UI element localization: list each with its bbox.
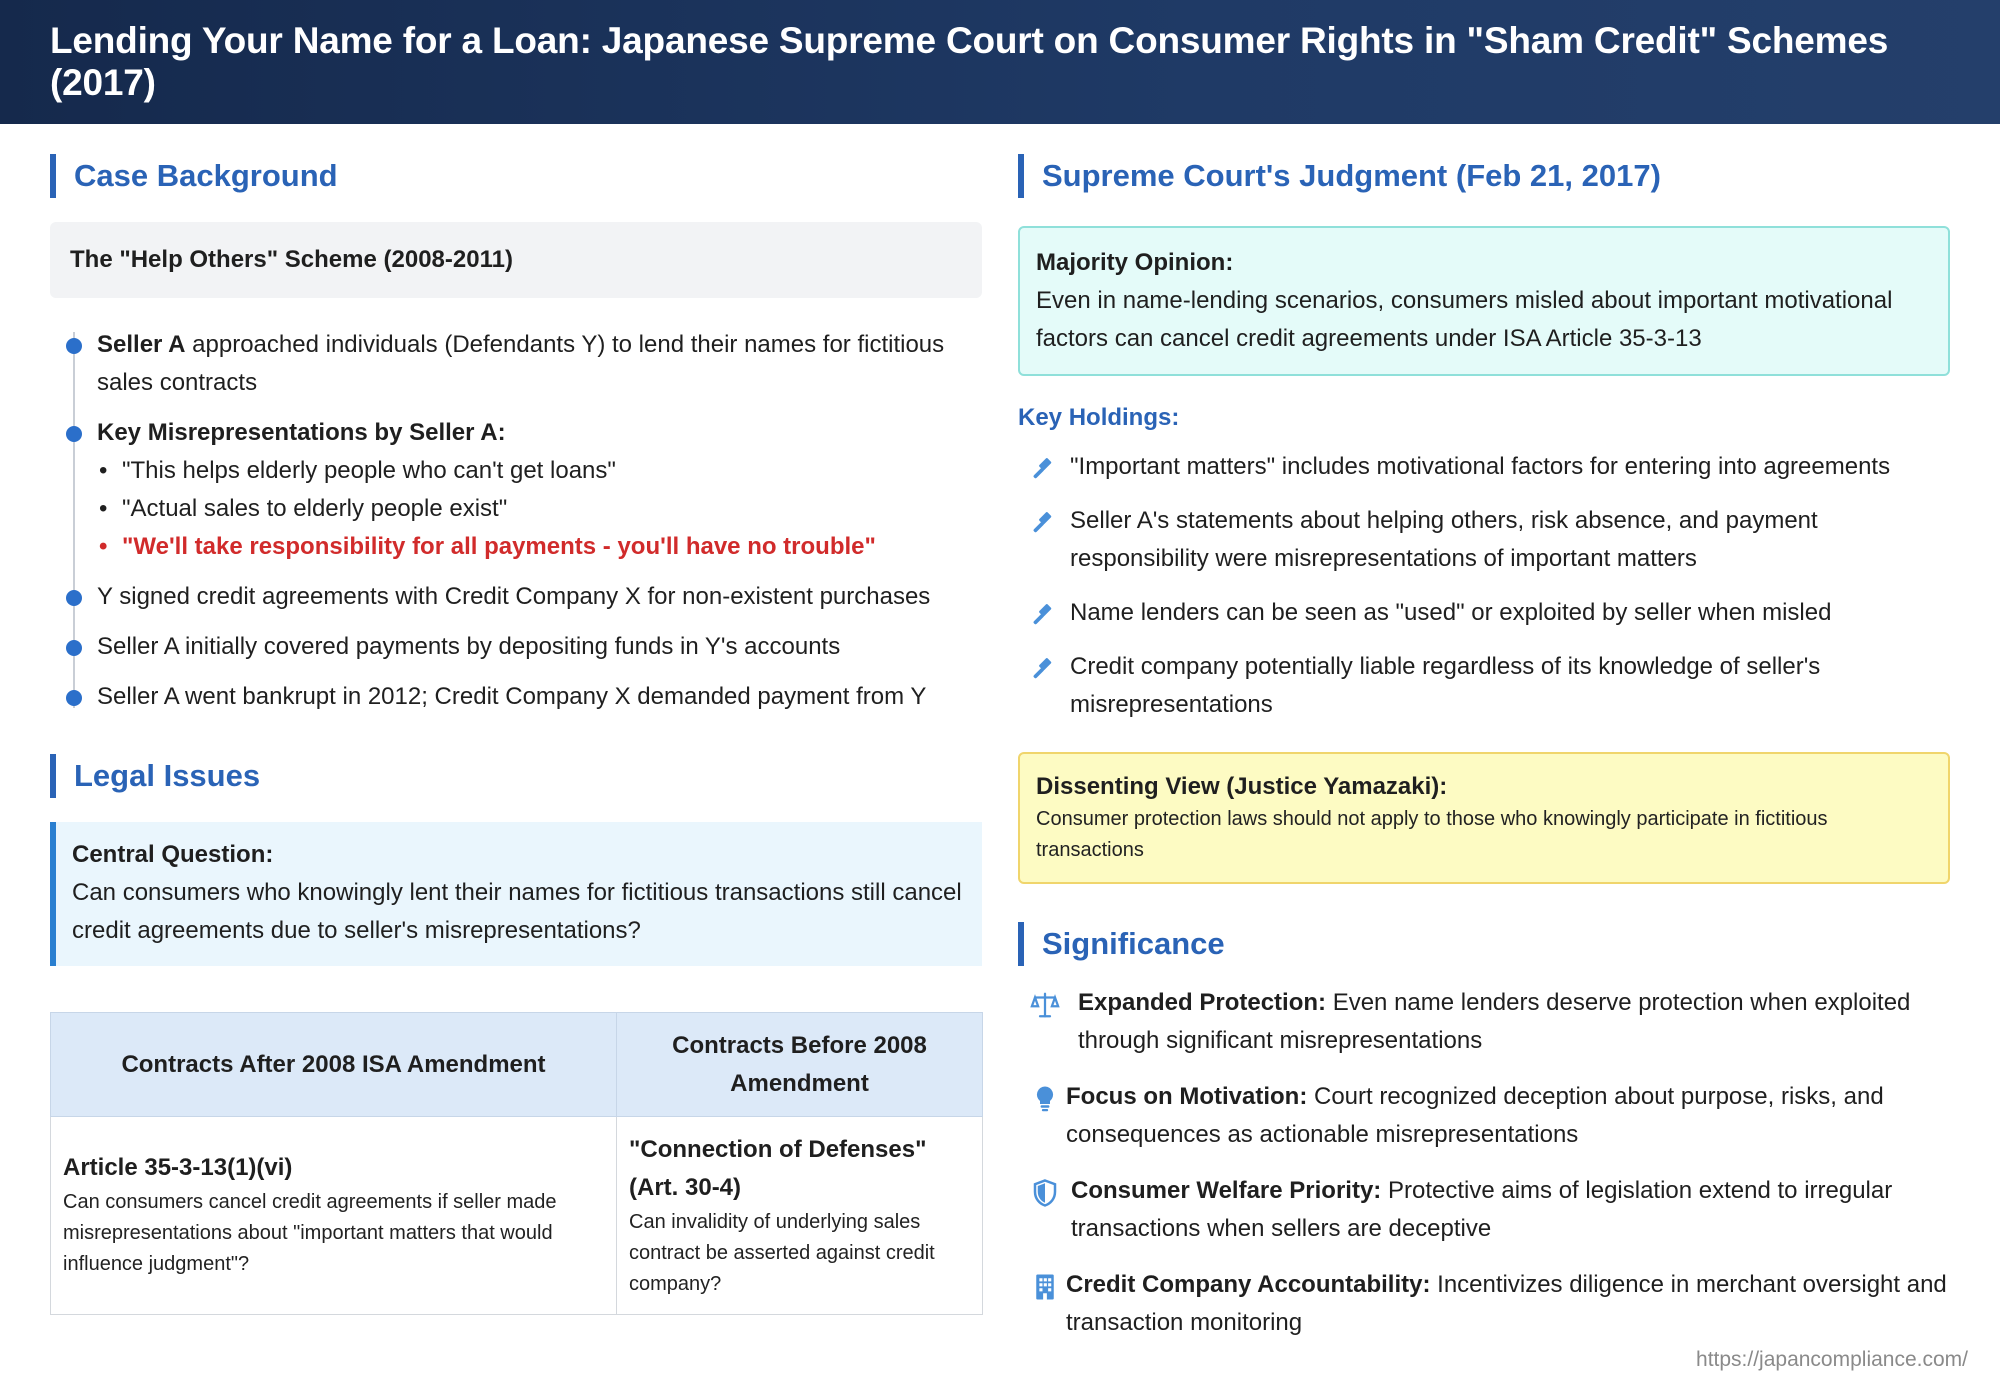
holding-text: Credit company potentially liable regardless of its knowledge of seller's misrepresentations <box>1070 653 1821 718</box>
cell-description: Can consumers cancel credit agreements if seller made misrepresentations about "important matters that would influence judgment"? <box>63 1191 557 1275</box>
timeline-item <box>50 578 982 616</box>
timeline-dot <box>66 690 82 706</box>
table-header-before-2008: Contracts Before 2008 Amendment <box>617 1013 983 1117</box>
dissenting-view-label: Dissenting View (Justice Yamazaki): <box>1036 773 1448 800</box>
scheme-title-box: The "Help Others" Scheme (2008-2011) <box>50 222 982 298</box>
significance-item-bold: Credit Company Accountability: <box>1066 1271 1431 1298</box>
gavel-icon <box>1030 510 1058 538</box>
misrepresentation-item: • "Actual sales to elderly people exist" <box>97 490 982 528</box>
timeline-item <box>50 628 982 666</box>
case-background-title: Case Background <box>50 154 982 198</box>
significance-title: Significance <box>1018 922 1950 966</box>
timeline-item-bold: Key Misrepresentations by Seller A: <box>97 419 506 446</box>
holding-text: "Important matters" includes motivational factors for entering into agreements <box>1070 453 1891 480</box>
timeline-item <box>50 326 982 402</box>
holding-item <box>1018 594 1950 632</box>
dissenting-view-box <box>1018 752 1950 884</box>
key-holdings-list <box>1018 448 1950 724</box>
holding-item <box>1018 448 1950 486</box>
page-header <box>0 0 2000 124</box>
table-cell-after-2008 <box>51 1117 617 1315</box>
holding-item <box>1018 502 1950 578</box>
timeline-item <box>50 414 982 566</box>
timeline-dot <box>66 590 82 606</box>
significance-item <box>1018 1172 1950 1248</box>
dissenting-view-text: Consumer protection laws should not apply to those who knowingly participate in fictitious transactions <box>1036 808 1828 861</box>
timeline-item <box>50 678 982 716</box>
holding-text: Name lenders can be seen as "used" or exploited by seller when misled <box>1070 599 1832 626</box>
building-icon <box>1030 1272 1060 1302</box>
legal-issues-title: Legal Issues <box>50 754 982 798</box>
significance-item-text: Protective aims of legislation extend to irregular transactions when sellers are deceptive <box>1071 1177 1893 1242</box>
significance-item-text: Even name lenders deserve protection when exploited through significant misrepresentations <box>1078 989 1911 1054</box>
significance-item-text: Incentivizes diligence in merchant oversight and transaction monitoring <box>1066 1271 1947 1336</box>
timeline-dot <box>66 338 82 354</box>
significance-item <box>1018 984 1950 1060</box>
cell-title: "Connection of Defenses" (Art. 30-4) <box>629 1136 927 1201</box>
case-timeline <box>50 326 982 716</box>
gavel-icon <box>1030 656 1058 684</box>
misrepresentation-item: • "This helps elderly people who can't get loans" <box>97 452 982 490</box>
significance-item-text: Court recognized deception about purpose, risks, and consequences as actionable misrepresentations <box>1066 1083 1884 1148</box>
right-column <box>1018 124 1950 1342</box>
significance-item <box>1018 1266 1950 1342</box>
central-question-label: Central Question: <box>72 841 274 868</box>
page-title: Lending Your Name for a Loan: Japanese Supreme Court on Consumer Rights in "Sham Credit" Schemes (2017) <box>50 20 1889 103</box>
timeline-item-text: approached individuals (Defendants Y) to lend their names for fictitious sales contracts <box>97 331 945 396</box>
table-header-after-2008: Contracts After 2008 ISA Amendment <box>51 1013 617 1117</box>
legal-issues-table <box>50 1012 983 1315</box>
significance-list <box>1018 984 1950 1342</box>
misrepresentation-item-highlight: • "We'll take responsibility for all payments - you'll have no trouble" <box>97 528 982 566</box>
significance-item-bold: Consumer Welfare Priority: <box>1071 1177 1382 1204</box>
table-header-row <box>51 1013 983 1117</box>
majority-opinion-label: Majority Opinion: <box>1036 249 1234 276</box>
central-question-box <box>50 822 982 966</box>
significance-item <box>1018 1078 1950 1154</box>
scale-icon <box>1030 990 1060 1020</box>
shield-icon <box>1030 1178 1060 1208</box>
significance-item-bold: Focus on Motivation: <box>1066 1083 1308 1110</box>
footer-url: https://japancompliance.com/ <box>1696 1348 1968 1371</box>
cell-description: Can invalidity of underlying sales contract be asserted against credit company? <box>629 1211 935 1295</box>
lightbulb-icon <box>1030 1084 1060 1114</box>
cell-title: Article 35-3-13(1)(vi) <box>63 1154 293 1181</box>
gavel-icon <box>1030 456 1058 484</box>
timeline-item-text: Seller A initially covered payments by depositing funds in Y's accounts <box>97 633 841 660</box>
majority-opinion-text: Even in name-lending scenarios, consumers misled about important motivational factors can cancel credit agreements under ISA Article 35-3-13 <box>1036 287 1893 352</box>
timeline-dot <box>66 426 82 442</box>
misrepresentation-list <box>97 452 982 566</box>
central-question-text: Can consumers who knowingly lent their names for fictitious transactions still cancel credit agreements due to seller's misrepresentations? <box>72 879 962 944</box>
gavel-icon <box>1030 602 1058 630</box>
table-row <box>51 1117 983 1315</box>
holding-item <box>1018 648 1950 724</box>
key-holdings-title: Key Holdings: <box>1018 404 1180 431</box>
timeline-item-text: Y signed credit agreements with Credit Company X for non-existent purchases <box>97 583 931 610</box>
majority-opinion-box <box>1018 226 1950 376</box>
judgment-title: Supreme Court's Judgment (Feb 21, 2017) <box>1018 154 1950 198</box>
significance-item-bold: Expanded Protection: <box>1078 989 1327 1016</box>
timeline-dot <box>66 640 82 656</box>
timeline-item-text: Seller A went bankrupt in 2012; Credit Company X demanded payment from Y <box>97 683 927 710</box>
timeline-item-bold: Seller A <box>97 331 186 358</box>
holding-text: Seller A's statements about helping others, risk absence, and payment responsibility were misrepresentations of important matters <box>1070 507 1818 572</box>
table-cell-before-2008 <box>617 1117 983 1315</box>
left-column <box>50 124 982 1315</box>
